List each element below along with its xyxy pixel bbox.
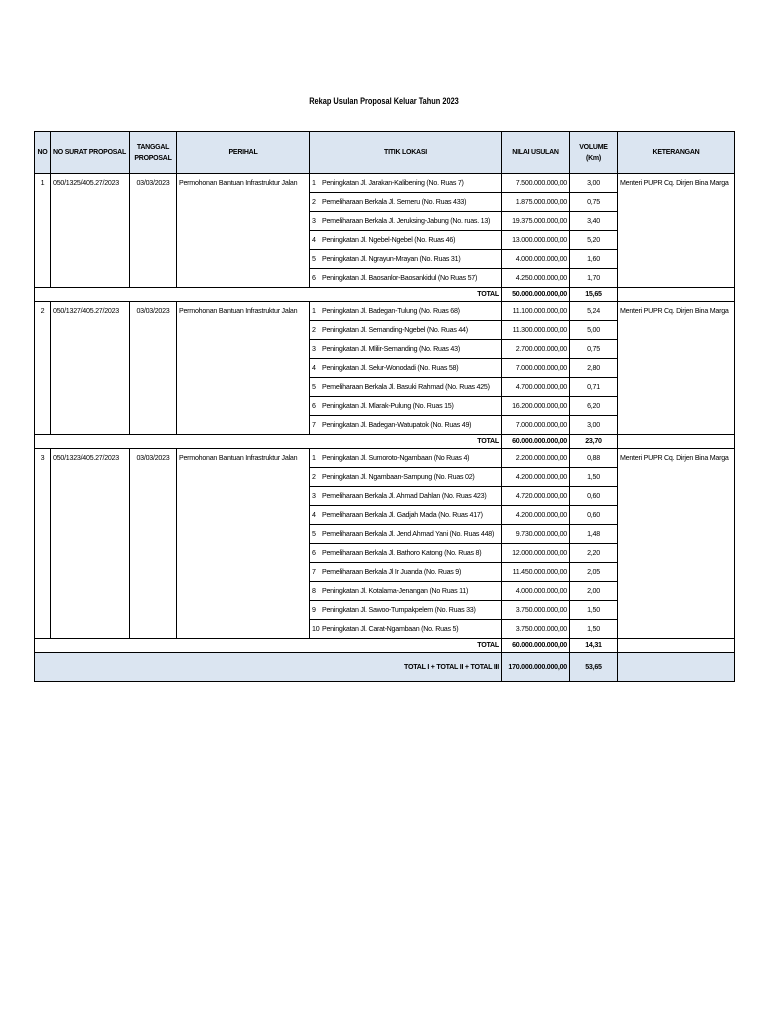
row-keterangan: Menteri PUPR Cq. Dirjen Bina Marga — [618, 449, 735, 639]
row-volume: 3,00 — [570, 416, 618, 435]
lokasi-number: 9 — [312, 606, 316, 614]
row-titik-lokasi — [310, 468, 502, 487]
row-nilai-usulan: 3.750.000.000,00 — [502, 620, 570, 639]
row-titik-lokasi — [310, 193, 502, 212]
lokasi-text: Pemeliharaan Berkala Jl. Semeru (No. Ruas 433) — [322, 198, 467, 206]
lokasi-number: 5 — [312, 383, 316, 391]
total-nilai: 60.000.000.000,00 — [502, 639, 570, 653]
row-titik-lokasi — [310, 449, 502, 468]
row-volume: 0,75 — [570, 193, 618, 212]
table-header — [35, 132, 735, 174]
lokasi-text: Peningkatan Jl. Carat-Ngambaan (No. Ruas 5) — [322, 625, 459, 633]
row-titik-lokasi — [310, 582, 502, 601]
row-volume: 1,70 — [570, 269, 618, 288]
row-volume: 5,24 — [570, 302, 618, 321]
lokasi-text: Peningkatan Jl. Sumoroto-Ngambaan (No Ruas 4) — [322, 454, 470, 462]
row-nilai-usulan: 19.375.000.000,00 — [502, 212, 570, 231]
lokasi-number: 4 — [312, 364, 316, 372]
row-perihal: Permohonan Bantuan Infrastruktur Jalan — [177, 302, 310, 435]
total-row — [35, 639, 735, 653]
header-keterangan: KETERANGAN — [618, 132, 735, 174]
lokasi-text: Peningkatan Jl. Sawoo-Tumpakpelem (No. Ruas 33) — [322, 606, 476, 614]
lokasi-number: 7 — [312, 421, 316, 429]
row-nilai-usulan: 13.000.000.000,00 — [502, 231, 570, 250]
header-no: NO — [35, 132, 51, 174]
row-volume: 6,20 — [570, 397, 618, 416]
row-volume: 3,40 — [570, 212, 618, 231]
lokasi-number: 6 — [312, 402, 316, 410]
row-nilai-usulan: 16.200.000.000,00 — [502, 397, 570, 416]
row-titik-lokasi — [310, 321, 502, 340]
total-volume: 14,31 — [570, 639, 618, 653]
row-titik-lokasi — [310, 506, 502, 525]
row-nilai-usulan: 3.750.000.000,00 — [502, 601, 570, 620]
lokasi-text: Peningkatan Jl. Mlarak-Pulung (No. Ruas 15) — [322, 402, 454, 410]
row-titik-lokasi — [310, 601, 502, 620]
row-no: 2 — [35, 302, 51, 435]
lokasi-text: Peningkatan Jl. Badegan-Tulung (No. Ruas 68) — [322, 307, 460, 315]
row-keterangan: Menteri PUPR Cq. Dirjen Bina Marga — [618, 174, 735, 288]
row-volume: 1,50 — [570, 601, 618, 620]
row-volume: 1,50 — [570, 468, 618, 487]
total-label: TOTAL — [35, 639, 502, 653]
row-nilai-usulan: 12.000.000.000,00 — [502, 544, 570, 563]
lokasi-text: Peningkatan Jl. Ngrayun-Mrayan (No. Ruas 31) — [322, 255, 461, 263]
lokasi-number: 5 — [312, 255, 316, 263]
lokasi-text: Peningkatan Jl. Badegan-Watupatok (No. Ruas 49) — [322, 421, 472, 429]
row-volume: 1,60 — [570, 250, 618, 269]
row-nilai-usulan: 1.875.000.000,00 — [502, 193, 570, 212]
table-body — [35, 174, 735, 682]
header-tanggal: TANGGAL PROPOSAL — [130, 132, 177, 174]
lokasi-text: Pemeliharaan Berkala Jl. Ahmad Dahlan (No. Ruas 423) — [322, 492, 487, 500]
lokasi-text: Peningkatan Jl. Baosanlor-Baosankidul (No Ruas 57) — [322, 274, 478, 282]
row-nilai-usulan: 4.720.000.000,00 — [502, 487, 570, 506]
row-nilai-usulan: 7.500.000.000,00 — [502, 174, 570, 193]
lokasi-number: 2 — [312, 198, 316, 206]
row-volume: 0,88 — [570, 449, 618, 468]
row-volume: 1,50 — [570, 620, 618, 639]
row-titik-lokasi — [310, 487, 502, 506]
header-no-surat: NO SURAT PROPOSAL — [51, 132, 130, 174]
total-nilai: 60.000.000.000,00 — [502, 435, 570, 449]
lokasi-text: Peningkatan Jl. Jarakan-Kalibening (No. Ruas 7) — [322, 179, 464, 187]
rekap-table — [34, 131, 735, 682]
table-row — [35, 174, 735, 193]
row-titik-lokasi — [310, 620, 502, 639]
row-volume: 0,71 — [570, 378, 618, 397]
lokasi-number: 6 — [312, 274, 316, 282]
row-perihal: Permohonan Bantuan Infrastruktur Jalan — [177, 174, 310, 288]
table-row — [35, 302, 735, 321]
grand-total-volume: 53,65 — [570, 653, 618, 682]
row-no: 3 — [35, 449, 51, 639]
row-nilai-usulan: 7.000.000.000,00 — [502, 416, 570, 435]
row-volume: 2,80 — [570, 359, 618, 378]
row-volume: 2,05 — [570, 563, 618, 582]
row-volume: 3,00 — [570, 174, 618, 193]
row-titik-lokasi — [310, 563, 502, 582]
row-titik-lokasi — [310, 416, 502, 435]
lokasi-number: 3 — [312, 217, 316, 225]
lokasi-text: Peningkatan Jl. Kotalama-Jenangan (No Ruas 11) — [322, 587, 469, 595]
row-titik-lokasi — [310, 231, 502, 250]
lokasi-text: Peningkatan Jl. Ngambaan-Sampung (No. Ruas 02) — [322, 473, 475, 481]
lokasi-number: 6 — [312, 549, 316, 557]
row-nilai-usulan: 11.450.000.000,00 — [502, 563, 570, 582]
row-volume: 5,00 — [570, 321, 618, 340]
row-volume: 1,48 — [570, 525, 618, 544]
lokasi-text: Pemeliharaan Berkala Jl. Jend Ahmad Yani (No. Ruas 448) — [322, 530, 495, 538]
row-titik-lokasi — [310, 212, 502, 231]
total-label: TOTAL — [35, 435, 502, 449]
row-tanggal: 03/03/2023 — [130, 449, 177, 639]
total-row — [35, 288, 735, 302]
row-titik-lokasi — [310, 359, 502, 378]
lokasi-number: 7 — [312, 568, 316, 576]
total-empty — [618, 639, 735, 653]
table-row — [35, 449, 735, 468]
row-nilai-usulan: 4.700.000.000,00 — [502, 378, 570, 397]
row-titik-lokasi — [310, 525, 502, 544]
document-title: Rekap Usulan Proposal Keluar Tahun 2023 — [309, 96, 459, 106]
lokasi-text: Pemeliharaan Berkala Jl Ir Juanda (No. Ruas 9) — [322, 568, 462, 576]
row-volume: 5,20 — [570, 231, 618, 250]
header-volume: VOLUME (Km) — [570, 132, 618, 174]
row-titik-lokasi — [310, 340, 502, 359]
lokasi-number: 4 — [312, 236, 316, 244]
row-nilai-usulan: 2.700.000.000,00 — [502, 340, 570, 359]
lokasi-text: Pemeliharaan Berkala Jl. Bathoro Katong (No. Ruas 8) — [322, 549, 482, 557]
header-nilai-usulan: NILAI USULAN — [502, 132, 570, 174]
row-titik-lokasi — [310, 544, 502, 563]
lokasi-text: Pemeliharaan Berkala Jl. Jeruksing-Jabung (No. ruas. 13) — [322, 217, 491, 225]
total-row — [35, 435, 735, 449]
row-nilai-usulan: 2.200.000.000,00 — [502, 449, 570, 468]
row-titik-lokasi — [310, 250, 502, 269]
total-label: TOTAL — [35, 288, 502, 302]
lokasi-text: Peningkatan Jl. Ngebel-Ngebel (No. Ruas 46) — [322, 236, 456, 244]
row-volume: 0,75 — [570, 340, 618, 359]
row-titik-lokasi — [310, 269, 502, 288]
grand-total-label: TOTAL I + TOTAL II + TOTAL III — [35, 653, 502, 682]
lokasi-number: 3 — [312, 345, 316, 353]
row-nilai-usulan: 11.100.000.000,00 — [502, 302, 570, 321]
row-nilai-usulan: 4.000.000.000,00 — [502, 250, 570, 269]
row-perihal: Permohonan Bantuan Infrastruktur Jalan — [177, 449, 310, 639]
lokasi-text: Pemeliharaan Berkala Jl. Basuki Rahmad (No. Ruas 425) — [322, 383, 490, 391]
row-titik-lokasi — [310, 397, 502, 416]
lokasi-number: 3 — [312, 492, 316, 500]
row-tanggal: 03/03/2023 — [130, 302, 177, 435]
row-nilai-usulan: 4.250.000.000,00 — [502, 269, 570, 288]
lokasi-number: 4 — [312, 511, 316, 519]
total-empty — [618, 435, 735, 449]
lokasi-number: 5 — [312, 530, 316, 538]
total-empty — [618, 288, 735, 302]
grand-total-row — [35, 653, 735, 682]
row-nilai-usulan: 7.000.000.000,00 — [502, 359, 570, 378]
total-nilai: 50.000.000.000,00 — [502, 288, 570, 302]
lokasi-number: 1 — [312, 307, 316, 315]
lokasi-text: Peningkatan Jl. Semanding-Ngebel (No. Ruas 44) — [322, 326, 468, 334]
lokasi-text: Peningkatan Jl. Mlilir-Semanding (No. Ruas 43) — [322, 345, 460, 353]
row-titik-lokasi — [310, 378, 502, 397]
lokasi-number: 1 — [312, 454, 316, 462]
header-titik-lokasi: TITIK LOKASI — [310, 132, 502, 174]
row-no: 1 — [35, 174, 51, 288]
total-volume: 15,65 — [570, 288, 618, 302]
row-keterangan: Menteri PUPR Cq. Dirjen Bina Marga — [618, 302, 735, 435]
lokasi-number: 1 — [312, 179, 316, 187]
header-perihal: PERIHAL — [177, 132, 310, 174]
lokasi-text: Peningkatan Jl. Selur-Wonodadi (No. Ruas 58) — [322, 364, 459, 372]
row-titik-lokasi — [310, 174, 502, 193]
row-no-surat: 050/1325/405.27/2023 — [51, 174, 130, 288]
row-nilai-usulan: 9.730.000.000,00 — [502, 525, 570, 544]
total-volume: 23,70 — [570, 435, 618, 449]
row-nilai-usulan: 4.200.000.000,00 — [502, 468, 570, 487]
row-volume: 0,60 — [570, 506, 618, 525]
row-nilai-usulan: 4.000.000.000,00 — [502, 582, 570, 601]
row-titik-lokasi — [310, 302, 502, 321]
lokasi-number: 2 — [312, 326, 316, 334]
row-tanggal: 03/03/2023 — [130, 174, 177, 288]
grand-total-empty — [618, 653, 735, 682]
row-volume: 0,60 — [570, 487, 618, 506]
lokasi-number: 8 — [312, 587, 316, 595]
row-no-surat: 050/1327/405.27/2023 — [51, 302, 130, 435]
lokasi-number: 2 — [312, 473, 316, 481]
grand-total-nilai: 170.000.000.000,00 — [502, 653, 570, 682]
row-no-surat: 050/1323/405.27/2023 — [51, 449, 130, 639]
lokasi-number: 10 — [312, 625, 320, 633]
row-nilai-usulan: 11.300.000.000,00 — [502, 321, 570, 340]
row-volume: 2,00 — [570, 582, 618, 601]
row-volume: 2,20 — [570, 544, 618, 563]
lokasi-text: Pemeliharaan Berkala Jl. Gadjah Mada (No. Ruas 417) — [322, 511, 483, 519]
row-nilai-usulan: 4.200.000.000,00 — [502, 506, 570, 525]
